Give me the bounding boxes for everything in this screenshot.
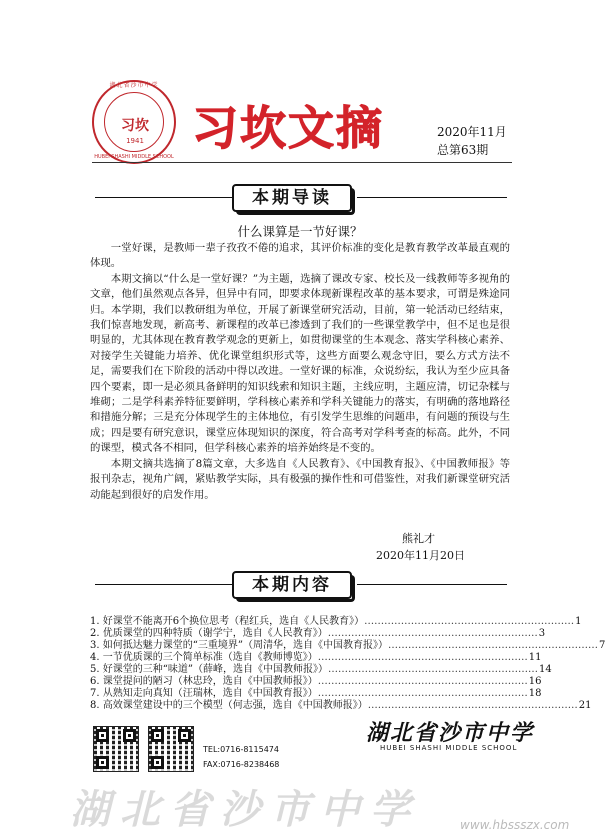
intro-title-left-rule — [95, 197, 232, 198]
fax: FAX:0716-8238468 — [203, 760, 280, 769]
toc-item[interactable] — [90, 676, 542, 688]
qr-corner — [151, 756, 164, 769]
qr-code-1 — [93, 726, 139, 772]
toc-item-title: 8. 高效课堂建设中的三个模型（何志强，选自《中国教师报》） — [90, 700, 368, 711]
toc-leader-dots: ……………………………………………………… — [367, 700, 578, 711]
toc-item[interactable] — [90, 616, 582, 628]
author-date: 2020年11月20日 — [376, 549, 465, 562]
toc-item[interactable] — [90, 652, 542, 664]
toc-leader-dots: ……………………………………………………… — [317, 688, 528, 699]
qr-code-2 — [148, 726, 194, 772]
logo-bottom-text: HUBEI SHASHI MIDDLE SCHOOL — [94, 154, 174, 160]
intro-body — [90, 241, 510, 503]
header-divider — [92, 162, 512, 163]
issue-number: 总第63期 — [437, 143, 489, 157]
toc-leader-dots: ……………………………………………………… — [387, 640, 598, 651]
issue-date: 2020年11月 — [437, 125, 507, 139]
toc-item[interactable] — [90, 664, 552, 676]
toc-item-title: 4. 一节优质课的三个简单标准（选自《教师博览》） — [90, 652, 318, 663]
table-of-contents — [90, 616, 605, 712]
logo-year: 1941 — [126, 137, 144, 145]
author-name: 熊礼才 — [402, 532, 435, 545]
toc-item-page: 1 — [575, 616, 582, 627]
toc-item-page: 3 — [538, 628, 546, 639]
qr-corner — [123, 729, 136, 742]
toc-leader-dots: ……………………………………………………… — [327, 628, 538, 639]
logo-ring-text: 湖北省沙市中学 — [109, 82, 159, 89]
qr-corner — [96, 729, 109, 742]
toc-item-title: 2. 优质课堂的四种特质（谢学宁，选自《人民教育》） — [90, 628, 328, 639]
toc-item[interactable] — [90, 700, 592, 712]
toc-item-title: 3. 如何抵达魅力课堂的“三重境界”（周清华，选自《中国教育报》） — [90, 640, 388, 651]
intro-paragraph: 本期文摘以“什么是一堂好课？”为主题，选摘了课改专家、校长及一线教师等多视角的文章，他们虽然观点各异，但异中有同，即要求体现新课程改革的基本要求，可谓是殊途同归。本学期，我们以教研组为单位，开展了新课堂研究活动，目前，第一轮活动已经结束，我们惊喜地发现，新高考、新课程的改革已渗透到了我们的一些课堂教学中，但不足也是很明显的，尤其体现在教育教学观念的更新上，如贯彻课堂的生本观念、落实学科核心素养、对接学生关键能力培养、优化课堂组织形式等，这些方面要么观念守旧，要么方式方法不足，需要我们在下阶段的活动中得以改进。一堂好课的标准，众说纷纭，我认为至少应具备四个要素，即一是必须具备鲜明的知识线索和知识主题，主线应明，主题应清，切记杂糅与堆砌；二是学科素养特征要鲜明，学科核心素养和学科关键能力的落实，有明确的落地路径和措施分解；三是充分体现学生的主体地位，有引发学生思维的问题串，有问题的预设与生成；四是要有研究意识，课堂应体现知识的深度，符合高考对学科考查的标高。此外，不同的课型，模式各不相同，但学科核心素养的培养始终是不变的。 — [90, 272, 510, 455]
toc-item[interactable] — [90, 640, 605, 652]
footer-school-logo: 湖北省沙市中学 — [366, 720, 535, 746]
toc-item-page: 11 — [528, 652, 542, 663]
toc-item-title: 6. 课堂提问的陋习（林忠玲，选自《中国教师报》） — [90, 676, 318, 687]
contents-title-right-rule — [357, 584, 507, 585]
watermark-url: www.hbssszx.com — [460, 818, 570, 832]
toc-item-title: 5. 好课堂的三种“味道”（薛峰，选自《中国教师报》） — [90, 664, 328, 675]
toc-item-title: 7. 从熟知走向真知（汪瑞林，选自《中国教育报》） — [90, 688, 318, 699]
toc-item-page: 14 — [538, 664, 552, 675]
toc-leader-dots: ……………………………………………………… — [317, 676, 528, 687]
toc-item-page: 18 — [528, 688, 542, 699]
intro-title-right-rule — [357, 197, 507, 198]
intro-section-title: 本期导读 — [232, 184, 352, 212]
toc-leader-dots: ……………………………………………………… — [364, 616, 575, 627]
qr-corner — [178, 729, 191, 742]
masthead-title: 习坎文摘 — [192, 101, 384, 155]
toc-item[interactable] — [90, 628, 546, 640]
toc-item-title: 1. 好课堂不能离开6个换位思考（程红兵，选自《人民教育》） — [90, 616, 365, 627]
toc-item-page: 7 — [598, 640, 605, 651]
contents-title-left-rule — [95, 584, 232, 585]
logo-center-text: 习坎 — [121, 118, 149, 134]
footer-school-logo-en: HUBEI SHASHI MIDDLE SCHOOL — [380, 744, 518, 752]
toc-leader-dots: ……………………………………………………… — [317, 652, 528, 663]
qr-corner — [151, 729, 164, 742]
toc-leader-dots: ……………………………………………………… — [327, 664, 538, 675]
watermark-school-name: 湖北省沙市中学 — [70, 786, 420, 833]
toc-item[interactable] — [90, 688, 542, 700]
intro-heading: 什么课算是一节好课？ — [237, 224, 363, 239]
logo-inner-circle — [104, 92, 164, 152]
intro-paragraph: 本期文摘共选摘了8篇文章，大多选自《人民教育》、《中国教育报》、《中国教师报》等报刊杂志，视角广阔，紧贴教学实际，具有极强的操作性和可借鉴性，对我们新课堂研究活动能起到很好的启发作用。 — [90, 457, 510, 501]
contents-section-title: 本期内容 — [232, 571, 352, 599]
intro-paragraph: 一堂好课，是教师一辈子孜孜不倦的追求，其评价标准的变化是教育教学改革最直观的体现。 — [90, 242, 510, 270]
telephone: TEL:0716-8115474 — [203, 745, 279, 754]
school-seal-logo — [92, 80, 176, 164]
toc-item-page: 16 — [528, 676, 542, 687]
toc-item-page: 21 — [578, 700, 592, 711]
qr-corner — [96, 756, 109, 769]
